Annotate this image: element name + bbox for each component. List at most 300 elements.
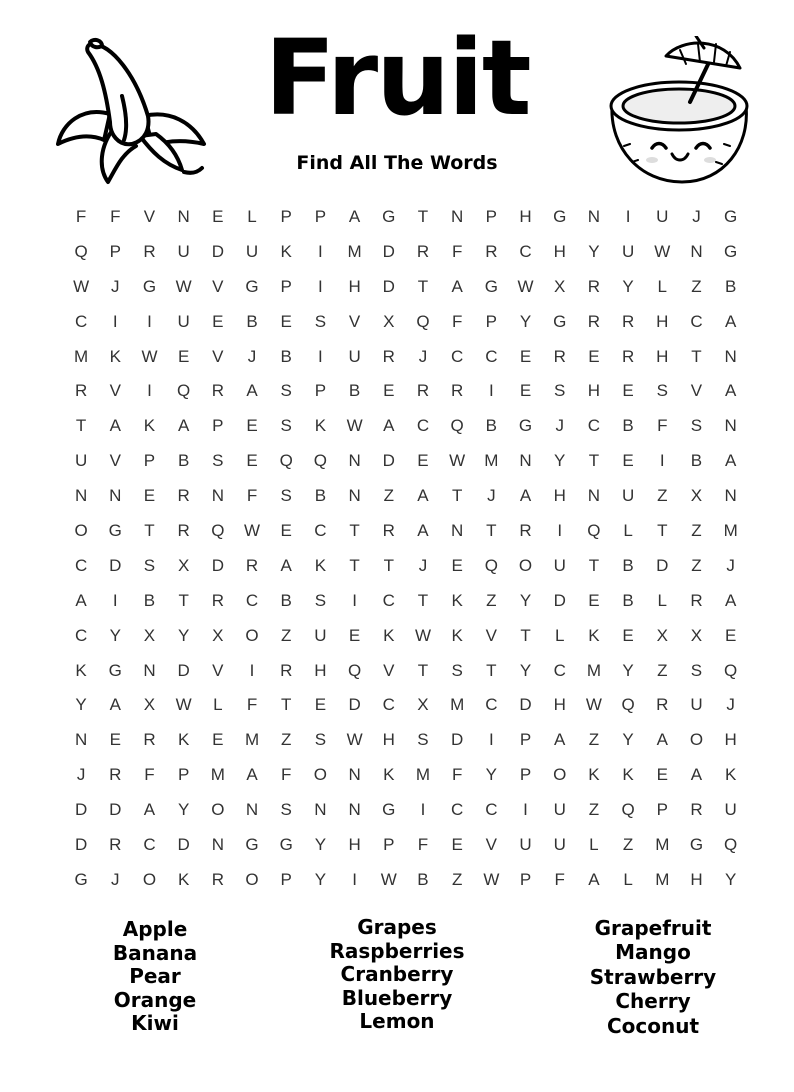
grid-letter: E bbox=[212, 311, 224, 331]
word-list-column-3 bbox=[568, 916, 738, 1038]
grid-letter: N bbox=[348, 765, 361, 785]
grid-letter: N bbox=[519, 451, 532, 471]
grid-letter: D bbox=[109, 800, 122, 820]
grid-letter: F bbox=[554, 869, 565, 889]
grid-letter: D bbox=[177, 660, 190, 680]
grid-letter: R bbox=[519, 521, 532, 541]
grid-letter: T bbox=[383, 555, 394, 575]
grid-letter: Y bbox=[622, 276, 634, 296]
grid-letter: G bbox=[484, 276, 498, 296]
grid-letter: Z bbox=[691, 276, 702, 296]
grid-letter: K bbox=[383, 765, 395, 785]
grid-letter: R bbox=[382, 346, 395, 366]
grid-letter: S bbox=[280, 486, 292, 506]
grid-letter: E bbox=[280, 521, 292, 541]
grid-letter: C bbox=[382, 590, 395, 610]
grid-letter: X bbox=[690, 625, 703, 645]
grid-letter: H bbox=[348, 276, 361, 296]
grid-letter: S bbox=[554, 381, 566, 401]
grid-letter: D bbox=[382, 241, 395, 261]
grid-letter: K bbox=[177, 730, 190, 750]
grid-letter: A bbox=[588, 869, 600, 889]
grid-letter: C bbox=[382, 695, 395, 715]
grid-letter: Q bbox=[621, 695, 635, 715]
grid-letter: B bbox=[724, 276, 737, 296]
grid-letter: V bbox=[212, 276, 224, 296]
word-list-column-1 bbox=[80, 918, 230, 1036]
grid-letter: R bbox=[587, 311, 601, 331]
grid-letter: N bbox=[451, 521, 464, 541]
grid-letter: U bbox=[553, 555, 566, 575]
grid-letter: B bbox=[314, 486, 327, 506]
grid-letter: K bbox=[314, 416, 327, 436]
grid-letter: Q bbox=[587, 521, 601, 541]
grid-letter: N bbox=[314, 800, 327, 820]
grid-letter: H bbox=[553, 695, 566, 715]
grid-letter: V bbox=[383, 660, 395, 680]
grid-letter: Y bbox=[519, 590, 532, 610]
grid-letter: H bbox=[553, 486, 566, 506]
grid-letter: P bbox=[519, 765, 532, 785]
grid-letter: K bbox=[109, 346, 121, 366]
grid-letter: G bbox=[553, 207, 567, 226]
word-list-item: Apple bbox=[122, 917, 188, 941]
grid-letter: Y bbox=[724, 869, 737, 889]
grid-letter: M bbox=[210, 765, 225, 785]
grid-letter: R bbox=[485, 241, 498, 261]
grid-letter: E bbox=[622, 625, 634, 645]
grid-letter: Q bbox=[279, 451, 293, 471]
grid-letter: E bbox=[280, 311, 292, 331]
grid-letter: J bbox=[418, 346, 428, 366]
grid-letter: U bbox=[177, 241, 190, 261]
grid-letter: C bbox=[451, 346, 464, 366]
grid-letter: Y bbox=[314, 835, 327, 855]
grid-letter: W bbox=[414, 625, 431, 645]
grid-letter: I bbox=[352, 869, 357, 889]
grid-letter: W bbox=[141, 346, 158, 366]
grid-letter: I bbox=[112, 590, 118, 610]
grid-letter: E bbox=[656, 765, 668, 785]
grid-letter: Z bbox=[657, 660, 668, 680]
grid-letter: A bbox=[280, 555, 292, 575]
grid-letter: C bbox=[74, 625, 88, 645]
grid-letter: W bbox=[380, 869, 397, 889]
grid-letter: Q bbox=[484, 555, 498, 575]
grid-letter: T bbox=[657, 521, 668, 541]
grid-letter: J bbox=[692, 207, 701, 226]
grid-letter: H bbox=[519, 207, 532, 226]
grid-letter: Q bbox=[621, 800, 635, 820]
grid-letter: P bbox=[177, 765, 190, 785]
grid-letter: T bbox=[281, 695, 292, 715]
grid-letter: M bbox=[415, 765, 431, 785]
grid-letter: X bbox=[690, 486, 703, 506]
grid-letter: F bbox=[144, 765, 155, 785]
grid-letter: K bbox=[143, 416, 156, 436]
grid-letter: U bbox=[724, 800, 737, 820]
grid-letter: U bbox=[245, 241, 259, 261]
grid-letter: U bbox=[656, 207, 669, 226]
grid-letter: W bbox=[175, 276, 192, 296]
grid-letter: X bbox=[177, 555, 190, 575]
grid-letter: A bbox=[177, 416, 190, 436]
grid-letter: D bbox=[451, 730, 464, 750]
grid-letter: S bbox=[690, 660, 703, 680]
grid-letter: N bbox=[177, 207, 190, 226]
grid-letter: D bbox=[109, 555, 122, 575]
grid-letter: B bbox=[348, 381, 361, 401]
grid-letter: N bbox=[245, 800, 259, 820]
word-list-item: Coconut bbox=[606, 1013, 700, 1038]
grid-letter: E bbox=[314, 695, 327, 715]
grid-letter: D bbox=[74, 800, 88, 820]
grid-letter: K bbox=[588, 765, 600, 785]
grid-letter: A bbox=[690, 765, 703, 785]
grid-letter: D bbox=[177, 835, 190, 855]
grid-letter: G bbox=[142, 276, 157, 296]
grid-letter: R bbox=[211, 590, 224, 610]
grid-letter: S bbox=[143, 555, 156, 575]
grid-letter: R bbox=[143, 241, 156, 261]
grid-letter: G bbox=[245, 835, 259, 855]
grid-letter: X bbox=[143, 625, 156, 645]
grid-letter: W bbox=[346, 730, 363, 750]
grid-letter: U bbox=[314, 625, 327, 645]
grid-letter: C bbox=[416, 416, 430, 436]
grid-letter: F bbox=[417, 835, 429, 855]
grid-letter: T bbox=[417, 590, 429, 610]
grid-letter: J bbox=[111, 869, 120, 889]
grid-letter: X bbox=[554, 276, 566, 296]
word-list-item: Mango bbox=[615, 940, 691, 965]
grid-letter: E bbox=[246, 416, 258, 436]
grid-letter: D bbox=[74, 835, 88, 855]
grid-letter: Q bbox=[724, 835, 738, 855]
grid-letter: V bbox=[348, 311, 361, 331]
grid-letter: J bbox=[726, 695, 735, 715]
grid-letter: A bbox=[554, 730, 566, 750]
word-list-item: Grapes bbox=[357, 915, 437, 939]
grid-letter: A bbox=[383, 416, 395, 436]
grid-letter: H bbox=[724, 730, 737, 750]
grid-letter: I bbox=[420, 800, 426, 820]
grid-letter: I bbox=[352, 590, 357, 610]
grid-letter: N bbox=[690, 241, 703, 261]
grid-letter: Y bbox=[519, 660, 532, 680]
grid-letter: D bbox=[656, 555, 669, 575]
grid-letter: P bbox=[485, 207, 498, 226]
grid-letter: W bbox=[73, 276, 90, 296]
grid-letter: X bbox=[383, 311, 395, 331]
grid-letter: K bbox=[451, 590, 463, 610]
grid-letter: A bbox=[724, 451, 737, 471]
grid-letter: G bbox=[724, 207, 738, 226]
grid-letter: Z bbox=[691, 521, 702, 541]
grid-letter: N bbox=[74, 730, 88, 750]
grid-letter: U bbox=[553, 800, 566, 820]
grid-letter: C bbox=[143, 835, 156, 855]
grid-letter: Q bbox=[450, 416, 464, 436]
grid-letter: I bbox=[625, 207, 631, 226]
grid-letter: G bbox=[382, 800, 396, 820]
grid-letter: E bbox=[212, 207, 224, 226]
grid-letter: B bbox=[622, 555, 634, 575]
grid-letter: W bbox=[346, 416, 363, 436]
grid-letter: Z bbox=[657, 486, 668, 506]
grid-letter: C bbox=[74, 311, 88, 331]
grid-letter: T bbox=[349, 555, 360, 575]
grid-letter: U bbox=[348, 346, 361, 366]
grid-letter: S bbox=[212, 451, 224, 471]
grid-letter: I bbox=[523, 800, 528, 820]
grid-letter: F bbox=[281, 765, 292, 785]
grid-letter: G bbox=[553, 311, 567, 331]
grid-letter: P bbox=[519, 869, 532, 889]
grid-letter: Q bbox=[416, 311, 430, 331]
grid-letter: E bbox=[588, 590, 600, 610]
grid-letter: A bbox=[519, 486, 532, 506]
grid-letter: E bbox=[451, 555, 463, 575]
grid-letter: M bbox=[244, 730, 260, 750]
grid-letter: E bbox=[348, 625, 361, 645]
grid-letter: Y bbox=[588, 241, 600, 261]
grid-letter: D bbox=[211, 241, 224, 261]
grid-letter: N bbox=[724, 346, 737, 366]
grid-letter: W bbox=[483, 869, 500, 889]
grid-letter: E bbox=[588, 346, 600, 366]
grid-letter: E bbox=[622, 451, 634, 471]
grid-letter: W bbox=[175, 695, 192, 715]
grid-letter: B bbox=[143, 590, 156, 610]
grid-letter: R bbox=[690, 590, 703, 610]
grid-letter: A bbox=[246, 381, 258, 401]
grid-letter: D bbox=[382, 451, 395, 471]
grid-letter: J bbox=[76, 765, 86, 785]
grid-letter: R bbox=[211, 381, 224, 401]
grid-letter: C bbox=[314, 521, 327, 541]
grid-letter: I bbox=[147, 381, 152, 401]
grid-letter: F bbox=[451, 311, 463, 331]
grid-letter: V bbox=[109, 451, 121, 471]
grid-letter: I bbox=[488, 381, 494, 401]
grid-letter: B bbox=[417, 869, 429, 889]
grid-letter: F bbox=[246, 695, 258, 715]
grid-letter: P bbox=[485, 311, 498, 331]
grid-letter: K bbox=[314, 555, 327, 575]
grid-letter: Y bbox=[109, 625, 121, 645]
grid-letter: S bbox=[280, 381, 292, 401]
grid-letter: S bbox=[690, 416, 703, 436]
word-list-item: Pear bbox=[129, 964, 181, 989]
grid-letter: N bbox=[587, 486, 601, 506]
word-search-grid bbox=[64, 200, 748, 898]
grid-letter: L bbox=[554, 625, 565, 645]
grid-letter: R bbox=[553, 346, 566, 366]
grid-letter: R bbox=[245, 555, 259, 575]
grid-letter: R bbox=[656, 695, 669, 715]
grid-letter: F bbox=[657, 416, 668, 436]
grid-letter: G bbox=[279, 835, 293, 855]
grid-letter: T bbox=[417, 276, 429, 296]
grid-letter: E bbox=[109, 730, 121, 750]
grid-letter: M bbox=[450, 695, 465, 715]
grid-letter: Z bbox=[281, 625, 292, 645]
grid-letter: U bbox=[621, 241, 635, 261]
grid-letter: M bbox=[655, 835, 670, 855]
grid-letter: H bbox=[690, 869, 703, 889]
grid-letter: Y bbox=[554, 451, 566, 471]
grid-letter: X bbox=[417, 695, 429, 715]
grid-letter: R bbox=[280, 660, 293, 680]
grid-letter: R bbox=[177, 521, 190, 541]
grid-letter: Z bbox=[281, 730, 292, 750]
word-list-item: Banana bbox=[112, 940, 198, 965]
grid-letter: G bbox=[518, 416, 533, 436]
grid-letter: G bbox=[245, 276, 259, 296]
grid-letter: A bbox=[724, 311, 737, 331]
grid-letter: R bbox=[211, 869, 224, 889]
grid-letter: N bbox=[348, 451, 361, 471]
grid-letter: L bbox=[213, 695, 223, 715]
grid-letter: T bbox=[588, 555, 600, 575]
grid-letter: E bbox=[724, 625, 737, 645]
grid-letter: R bbox=[177, 486, 190, 506]
grid-letter: W bbox=[517, 276, 534, 296]
grid-letter: O bbox=[689, 730, 704, 750]
grid-letter: L bbox=[623, 869, 633, 889]
grid-letter: A bbox=[417, 521, 429, 541]
grid-letter: I bbox=[557, 521, 563, 541]
grid-letter: Y bbox=[314, 869, 327, 889]
grid-letter: Y bbox=[485, 765, 498, 785]
grid-letter: I bbox=[147, 311, 152, 331]
grid-letter: P bbox=[212, 416, 224, 436]
word-list-item: Raspberries bbox=[329, 938, 465, 963]
grid-letter: Y bbox=[622, 730, 634, 750]
grid-letter: E bbox=[212, 730, 224, 750]
grid-letter: T bbox=[486, 521, 497, 541]
grid-letter: R bbox=[109, 765, 122, 785]
grid-letter: K bbox=[451, 625, 463, 645]
grid-letter: S bbox=[280, 416, 292, 436]
grid-letter: S bbox=[280, 800, 292, 820]
word-list-item: Blueberry bbox=[341, 985, 453, 1010]
grid-letter: J bbox=[726, 555, 735, 575]
grid-letter: M bbox=[74, 346, 89, 366]
grid-letter: S bbox=[314, 730, 327, 750]
grid-letter: E bbox=[519, 346, 532, 366]
grid-letter: E bbox=[417, 451, 429, 471]
word-list-item: Kiwi bbox=[131, 1011, 179, 1036]
grid-letter: K bbox=[75, 660, 87, 680]
grid-letter: D bbox=[211, 555, 224, 575]
grid-letter: Q bbox=[211, 521, 225, 541]
grid-letter: Z bbox=[622, 835, 634, 855]
grid-letter: P bbox=[656, 800, 668, 820]
grid-letter: S bbox=[314, 311, 327, 331]
grid-letter: Q bbox=[177, 381, 191, 401]
grid-letter: O bbox=[553, 765, 567, 785]
grid-letter: B bbox=[485, 416, 498, 436]
grid-letter: C bbox=[451, 800, 464, 820]
grid-letter: R bbox=[143, 730, 156, 750]
grid-letter: P bbox=[280, 276, 292, 296]
grid-letter: F bbox=[451, 241, 463, 261]
grid-letter: H bbox=[314, 660, 327, 680]
grid-letter: N bbox=[211, 835, 224, 855]
grid-letter: Y bbox=[177, 625, 190, 645]
grid-letter: Y bbox=[177, 800, 190, 820]
grid-letter: T bbox=[520, 625, 531, 645]
word-list-item: Orange bbox=[113, 987, 197, 1012]
grid-letter: A bbox=[656, 730, 668, 750]
grid-letter: U bbox=[74, 451, 88, 471]
grid-letter: N bbox=[451, 207, 464, 226]
grid-letter: M bbox=[347, 241, 362, 261]
grid-letter: J bbox=[487, 486, 496, 506]
grid-letter: L bbox=[247, 207, 257, 226]
grid-letter: Z bbox=[588, 730, 600, 750]
grid-letter: V bbox=[485, 625, 498, 645]
grid-letter: C bbox=[485, 346, 498, 366]
grid-letter: J bbox=[111, 276, 120, 296]
grid-letter: T bbox=[417, 207, 429, 226]
grid-letter: N bbox=[724, 486, 737, 506]
grid-letter: Y bbox=[622, 660, 634, 680]
grid-letter: E bbox=[622, 381, 634, 401]
grid-letter: B bbox=[622, 590, 634, 610]
grid-letter: S bbox=[417, 730, 429, 750]
grid-letter: G bbox=[382, 207, 396, 226]
grid-letter: C bbox=[245, 590, 259, 610]
page-subtitle: Find All The Words bbox=[296, 152, 498, 174]
grid-letter: E bbox=[519, 381, 532, 401]
word-list-column-2 bbox=[312, 916, 482, 1034]
grid-letter: E bbox=[143, 486, 156, 506]
grid-letter: S bbox=[451, 660, 463, 680]
grid-letter: A bbox=[109, 695, 121, 715]
grid-letter: F bbox=[75, 207, 87, 226]
grid-letter: B bbox=[280, 590, 292, 610]
grid-letter: P bbox=[143, 451, 156, 471]
grid-letter: C bbox=[553, 660, 566, 680]
grid-letter: J bbox=[247, 346, 257, 366]
grid-letter: B bbox=[690, 451, 703, 471]
grid-letter: D bbox=[553, 590, 566, 610]
grid-letter: U bbox=[690, 695, 703, 715]
grid-letter: A bbox=[109, 416, 121, 436]
grid-letter: N bbox=[74, 486, 88, 506]
grid-letter: T bbox=[75, 416, 87, 436]
grid-letter: I bbox=[112, 311, 118, 331]
grid-letter: P bbox=[280, 869, 292, 889]
grid-letter: B bbox=[246, 311, 258, 331]
grid-letter: Y bbox=[519, 311, 532, 331]
grid-letter: D bbox=[348, 695, 361, 715]
grid-letter: T bbox=[486, 660, 497, 680]
grid-letter: M bbox=[655, 869, 670, 889]
grid-letter: B bbox=[280, 346, 292, 366]
grid-letter: F bbox=[246, 486, 258, 506]
grid-letter: G bbox=[74, 869, 88, 889]
grid-letter: O bbox=[245, 869, 259, 889]
grid-letter: R bbox=[621, 346, 635, 366]
grid-letter: L bbox=[589, 835, 599, 855]
grid-letter: E bbox=[383, 381, 395, 401]
grid-letter: L bbox=[623, 521, 633, 541]
grid-letter: C bbox=[74, 555, 88, 575]
